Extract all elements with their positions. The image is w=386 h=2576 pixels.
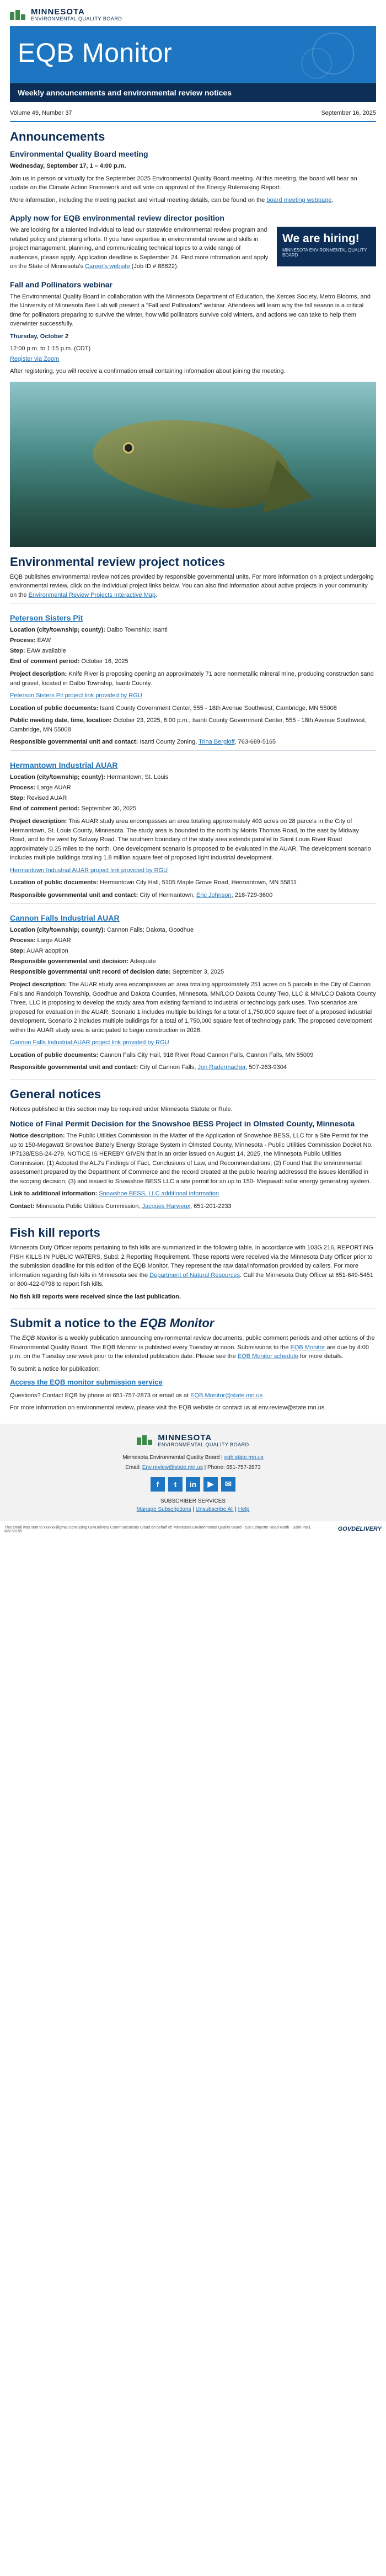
project-field: Responsible governmental unit record of decision date: September 3, 2025 xyxy=(10,969,224,976)
fish-none: No fish kill reports were received since the last publication. xyxy=(10,1293,181,1300)
general-notice-link: Link to additional information: Snowshoe BESS, LLC additional information xyxy=(10,1190,219,1198)
facebook-icon[interactable]: f xyxy=(151,1477,165,1492)
project-entry xyxy=(10,903,376,1072)
fish-eye-icon xyxy=(123,442,134,453)
hiring-title: Apply now for EQB environmental review director position xyxy=(10,213,224,223)
snowshoe-link[interactable]: Snowshoe BESS, LLC additional information xyxy=(99,1190,219,1198)
project-contact-link[interactable]: Jon Radermacher xyxy=(197,1064,246,1071)
hiring-body: We are looking for a talented individual to lead our statewide environmental review program and related policy and planning efforts. If you have expertise in environmental review and skills in project management, planning, and communicating technical topics to a wide range of audiences, please apply. Application deadline is September 24. Find more information and apply on the State of Minnesota's Career's website (Job ID # 88622). xyxy=(10,227,269,270)
meeting-more: More information, including the meeting packet and virtual meeting details, can be found on the board meeting webpage. xyxy=(10,196,334,204)
subscriber-title: SUBSCRIBER SERVICES xyxy=(160,1498,226,1504)
submit-body: The EQB Monitor is a weekly publication announcing environmental review documents, public comment periods and other actions of the Environmental Quality Board. The EQB Monitor is published every Tuesday at noon. Submissions to the EQB Monitor are due by 4:00 p.m. on the Tuesday one week prior to the intended publication date. Please see the EQB Monitor schedule for more details. xyxy=(10,1335,375,1360)
project-contact: Responsible governmental unit and contact: City of Hermantown, Eric Johnson, 218-729-3600 xyxy=(10,891,273,899)
webinar-time: 12:00 p.m. to 1:15 p.m. (CDT) xyxy=(10,345,91,352)
project-field: Process: Large AUAR xyxy=(10,784,71,791)
social-links xyxy=(0,1477,386,1492)
page-title: EQB Monitor xyxy=(18,39,173,68)
hiring-badge-sub: MINNESOTA ENVIRONMENTAL QUALITY BOARD xyxy=(282,248,367,258)
fish-body: Minnesota Duty Officer reports pertaining to fish kills are summarized in the following table, in accordance with 103G.216, REPORTING FISH KILLS IN PUBLIC WATERS, Subd. 2 Reporting Requirement. These reports were received via the Minnesota Duty Officer prior to the submission deadline for this edition of the EQB Monitor. They represent the raw data/information provided by callers. For more information regarding fish kills in Minnesota see the Department of Natural Resources. Call the Minnesota Duty Officer at 651-649-5451 or 800-422-0798 to report fish kills. xyxy=(10,1244,373,1288)
issue-meta xyxy=(10,102,376,122)
board-meeting-link[interactable]: board meeting webpage xyxy=(266,196,332,204)
project-list xyxy=(10,603,376,1072)
submission-service-link[interactable]: Access the EQB monitor submission service xyxy=(10,1378,163,1387)
dnr-link[interactable]: Department of Natural Resources xyxy=(149,1271,240,1279)
legal-text: This email was sent to xxxxxx@gmail.com using GovDelivery Communications Cloud on behalf of: Minnesota Environmental Quality Board · 520 Lafayette Road North · Saint Paul, MN 55155 xyxy=(4,1525,312,1533)
help-link[interactable]: Help xyxy=(238,1506,250,1513)
project-contact: Responsible governmental unit and contact: Isanti County Zoning, Trina Bergloff, 763-689-5165 xyxy=(10,739,276,746)
project-field: Location (city/township; county): Dalbo Township; Isanti xyxy=(10,627,168,634)
review-heading: Environmental review project notices xyxy=(10,554,226,569)
project-field: Step: EAW available xyxy=(10,648,66,655)
project-description: Project description: This AUAR study area encompasses an area totaling approximately 403 acres on 28 parcels in the City of Hermantown, St. Louis County, Minnesota. The study area is bounded to the north by Morris Thomas Road, to the east by Midway Road, and to the west by Solway Road. The southern boundary of the study area extends parallel to Saint Louis River Road approximately 0.25 miles to the north. One development scenario is proposed to be evaluated in the AUAR. The development scenario includes multiple buildings totaling 1.8 million square feet of proposed light industrial development. xyxy=(10,818,371,862)
project-field: Public meeting date, time, location: October 23, 2025, 6:00 p.m., Isanti County Government Center, 555 - 18th Avenue Southwest, Cambridge, MN 55008 xyxy=(10,717,367,733)
project-field: Step: Revised AUAR xyxy=(10,794,67,801)
project-title-link[interactable]: Peterson Sisters Pit xyxy=(10,613,83,623)
email-icon[interactable]: ✉ xyxy=(221,1477,235,1492)
hiring-badge-title: We are hiring! xyxy=(282,232,360,245)
project-rgu-link[interactable]: Hermantown Industrial AUAR project link provided by RGU xyxy=(10,867,168,874)
submit-more: For more information on environmental review, please visit the EQB website or contact us at env.review@state.mn.us. xyxy=(10,1404,326,1412)
general-notice-title: Notice of Final Permit Decision for the Snowshoe BESS Project in Olmsted County, Minnesota xyxy=(10,1119,355,1129)
env-review-email-link[interactable]: Env.review@state.mn.us xyxy=(142,1464,203,1471)
project-field: End of comment period: September 30, 2025 xyxy=(10,805,137,813)
decorative-circle-icon xyxy=(301,48,332,79)
linkedin-icon[interactable]: in xyxy=(186,1477,200,1492)
minnesota-logo-icon xyxy=(137,1435,153,1445)
webinar-title: Fall and Pollinators webinar xyxy=(10,280,112,289)
hiring-section xyxy=(10,208,376,275)
minnesota-logo-icon xyxy=(10,10,26,20)
project-title-link[interactable]: Hermantown Industrial AUAR xyxy=(10,760,118,769)
subtitle-bar: Weekly announcements and environmental review notices xyxy=(10,83,376,102)
unsubscribe-link[interactable]: Unsubscribe All xyxy=(195,1506,234,1513)
project-field: Location of public documents: Isanti County Government Center, 555 - 18th Avenue Southwest, Cambridge, MN 55008 xyxy=(10,704,337,712)
project-field: End of comment period: October 16, 2025 xyxy=(10,658,128,665)
careers-link[interactable]: Career's website xyxy=(85,263,130,270)
footer xyxy=(0,1424,386,1521)
footer-logo-main: MINNESOTA xyxy=(158,1433,212,1442)
project-rgu-link[interactable]: Peterson Sisters Pit project link provided by RGU xyxy=(10,692,142,699)
project-field: Location of public documents: Cannon Falls City Hall, 918 River Road Cannon Falls, Cannon Falls, MN 55009 xyxy=(10,1051,314,1059)
project-description: Project description: The AUAR study area encompasses an area totaling approximately 251 acres on 5 parcels in the City of Cannon Falls and Randolph Township, Goodhue and Dakota Counties, Minnesota. MN/LCO Dakota County Two, LLC & MN/LCO Dakota County Three, LLC is proposing to develop the study area from existing farmland to industrial or technology park uses. Two scenarios are proposed for evaluation in the AUAR. Scenario 1 includes multiple buildings for a total of 1,750,000 square feet of a proposed industrial development. Scenario 2 includes multiple buildings for a total of 1,750,000 square feet of technology park. The proposed development within the AUAR study area is anticipated to begin construction in 2026. xyxy=(10,981,376,1034)
general-notice-desc: Notice description: The Public Utilities Commission In the Matter of the Application of Snowshoe BESS, LLC for a Site Permit for the up to 150-Megawatt Snowshoe Battery Energy Storage System in Olmsted County, Minnesota - Public Utilities Commission Docket No. IP7138/ESS-24-279. NOTICE IS HEREBY GIVEN that in an order issued on August 14, 2025, the Minnesota Public Utilities Commission: (1) Adopted the ALJ's Findings of Fact, Conclusions of Law, and Recommendations; (2) Found that the environmental assessment prepared by the Department of Commerce and the record created at the public hearing addressed the issues identified in the scoping decision; (3) and issued to Snowshoe BESS LLC a site permit for an up to 150- Megawatt solar energy generating system. xyxy=(10,1132,373,1185)
general-notice-contact: Contact: Minnesota Public Utilities Commission, Jacques Harvieux, 651-201-2233 xyxy=(10,1203,232,1210)
review-intro: EQB publishes environmental review notices provided by responsible governmental units. For more information on a project undergoing environmental review, click on the individual project links below. You can also find information about active projects in your community on the Environmental Review Projects Interactive Map. xyxy=(10,573,374,598)
project-rgu-link[interactable]: Cannon Falls Industrial AUAR project link provided by RGU xyxy=(10,1039,169,1046)
footer-line2: Email: Env.review@state.mn.us | Phone: 651-757-2873 xyxy=(125,1464,261,1471)
footer-line1: Minnesota Environmental Quality Board | eqb.state.mn.us xyxy=(122,1454,264,1461)
volume-number: Volume 49, Number 37 xyxy=(10,110,72,117)
project-contact-link[interactable]: Eric Johnson xyxy=(196,891,232,899)
project-description: Project description: Knife River is proposing opening an approximately 71 acre nonmetallic mineral mine, producing construction sand and gravel, located in Dalbo Township, Isanti County. xyxy=(10,671,374,687)
youtube-icon[interactable]: ▶ xyxy=(203,1477,218,1492)
submit-heading: Submit a notice to the EQB Monitor xyxy=(10,1316,215,1330)
submit-to: To submit a notice for publication: xyxy=(10,1365,100,1372)
twitter-icon[interactable]: t xyxy=(168,1477,183,1492)
newsletter xyxy=(10,0,376,1413)
submit-questions: Questions? Contact EQB by phone at 651-757-2873 or email us at EQB.Monitor@state.mn.us xyxy=(10,1392,263,1399)
issue-date: September 16, 2025 xyxy=(321,110,376,117)
project-field: Process: Large AUAR xyxy=(10,937,71,944)
logo-main: MINNESOTA xyxy=(31,7,85,17)
project-entry xyxy=(10,603,376,747)
meeting-when: Wednesday, September 17, 1 – 4:00 p.m. xyxy=(10,163,126,170)
project-contact-link[interactable]: Trina Bergloff xyxy=(199,739,235,746)
project-title-link[interactable]: Cannon Falls Industrial AUAR xyxy=(10,913,120,923)
general-heading: General notices xyxy=(10,1087,101,1101)
schedule-link[interactable]: EQB Monitor schedule xyxy=(237,1353,298,1360)
project-field: Location of public documents: Hermantown City Hall, 5105 Maple Grove Road, Hermantown, MN 55811 xyxy=(10,879,297,886)
legal-bar xyxy=(0,1521,386,1539)
webinar-date: Thursday, October 2 xyxy=(10,333,69,340)
manage-subscriptions-link[interactable]: Manage Subscriptions xyxy=(136,1506,191,1513)
eqb-website-link[interactable]: eqb.state.mn.us xyxy=(224,1454,264,1461)
footer-logo[interactable] xyxy=(0,1434,386,1452)
webinar-after: After registering, you will receive a confirmation email containing information about joining the meeting. xyxy=(10,368,286,375)
meeting-title: Environmental Quality Board meeting xyxy=(10,149,148,159)
subscriber-services: SUBSCRIBER SERVICES Manage Subscriptions | Unsubscribe All | Help xyxy=(0,1497,386,1514)
project-entry xyxy=(10,750,376,900)
project-field: Location (city/township; county): Hermantown; St. Louis xyxy=(10,773,169,781)
project-field: Location (city/township; county): Cannon Falls; Dakota, Goodhue xyxy=(10,927,194,934)
meeting-body: Join us in person or virtually for the September 2025 Environmental Quality Board meeting. At this meeting, the board will hear an update on the Climate Action Framework and will vote on approval of the Energy Rulemaking Report. xyxy=(10,175,357,191)
monitor-link[interactable]: EQB Monitor xyxy=(290,1344,325,1351)
project-field: Responsible governmental unit decision: Adequate xyxy=(10,958,156,965)
monitor-email-link[interactable]: EQB.Monitor@state.mn.us xyxy=(190,1392,263,1399)
interactive-map-link[interactable]: Environmental Review Projects Interactive Map xyxy=(28,591,156,598)
webinar-body: The Environmental Quality Board in collaboration with the Minnesota Department of Education, the Xerces Society, Metro Blooms, and the University of Minnesota Bee Lab will present a "Fall and Pollinators" webinar. Attendees will learn why the fall season is a critical time for pollinators preparing to survive the winter, how wild pollinators survive cold winters, and actions we can take to help them overwinter successfully. xyxy=(10,293,371,328)
hiring-badge xyxy=(277,227,376,266)
project-field: Process: EAW xyxy=(10,637,51,644)
register-zoom-link[interactable]: Register via Zoom xyxy=(10,355,60,362)
fish-heading: Fish kill reports xyxy=(10,1226,100,1240)
govdelivery-logo: GOVDELIVERY xyxy=(337,1525,382,1532)
project-field: Step: AUAR adoption xyxy=(10,948,68,955)
harvieux-link[interactable]: Jacques Harvieux xyxy=(142,1203,191,1210)
logo-sub: ENVIRONMENTAL QUALITY BOARD xyxy=(31,15,122,22)
fish-photo xyxy=(10,382,376,547)
footer-logo-sub: ENVIRONMENTAL QUALITY BOARD xyxy=(158,1441,249,1447)
general-intro: Notices published in this section may be required under Minnesota Statute or Rule. xyxy=(10,1105,233,1113)
project-contact: Responsible governmental unit and contact: City of Cannon Falls, Jon Radermacher, 507-263-9304 xyxy=(10,1064,287,1071)
header-logo[interactable] xyxy=(10,0,376,26)
announcements-heading: Announcements xyxy=(10,130,105,144)
hero-banner xyxy=(10,26,376,83)
